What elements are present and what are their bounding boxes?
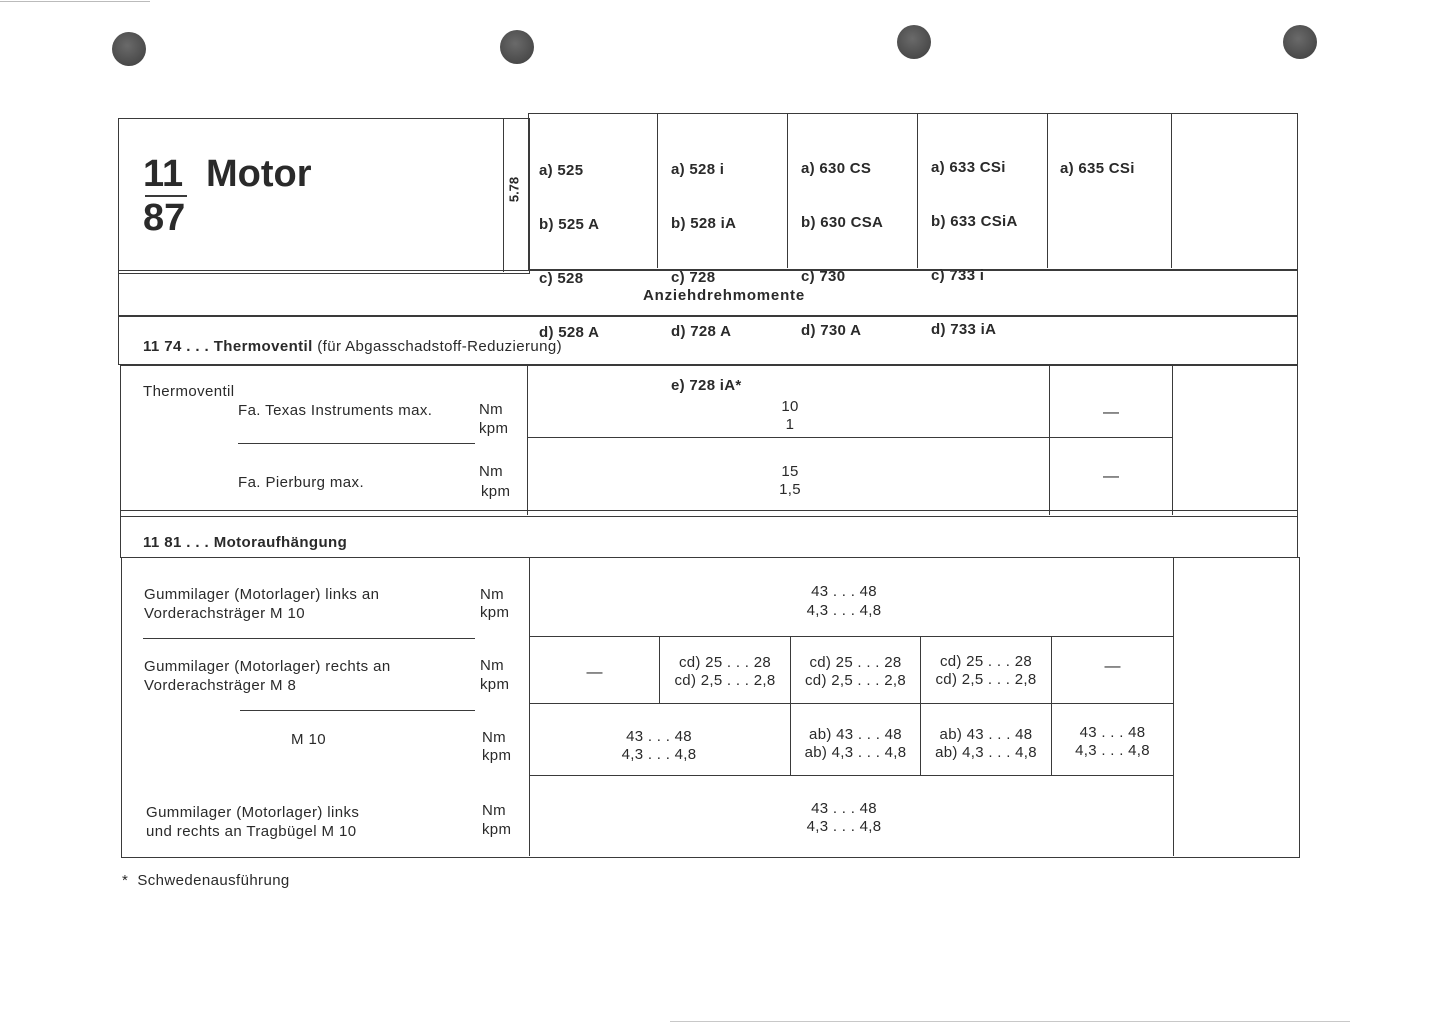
row-label: Fa. Texas Instruments max. (238, 402, 433, 419)
unit-kpm: kpm (482, 747, 512, 764)
binder-hole-2 (500, 30, 534, 64)
row-label: Gummilager (Motorlager) rechts an (144, 658, 391, 675)
row-label: Vorderachsträger M 10 (144, 605, 305, 622)
torque-value-nm: 10 (781, 398, 799, 415)
edition-date: 5.78 (506, 176, 522, 203)
model-code: a) 525 (539, 162, 584, 179)
torque-value-nm: 15 (781, 463, 799, 480)
torque-value-nm: cd) 25 . . . 28 (678, 654, 772, 671)
not-applicable-dash: — (1104, 658, 1121, 675)
unit-kpm: kpm (479, 420, 509, 437)
model-code: d) 528 A (539, 324, 600, 341)
model-code: a) 630 CS (801, 160, 872, 177)
bottom-edge-line (670, 1021, 1350, 1022)
model-code: d) 730 A (801, 322, 862, 339)
torque-value-nm: cd) 25 . . . 28 (809, 654, 902, 671)
torque-value-nm: ab) 43 . . . 48 (809, 726, 902, 743)
group-title: Motor (206, 153, 312, 195)
thermoventil-heading (143, 337, 562, 356)
row-label: und rechts an Tragbügel M 10 (146, 823, 357, 840)
torque-value-kpm: 4,3 . . . 4,8 (806, 818, 882, 835)
section-code: 11 81 . . . (143, 534, 210, 551)
row-label: M 10 (291, 731, 326, 748)
model-code: a) 633 CSi (931, 159, 1006, 176)
section-code: 11 74 . . . (143, 338, 210, 355)
model-code: c) 528 (539, 270, 584, 287)
unit-kpm: kpm (480, 676, 510, 693)
model-code: a) 635 CSi (1060, 160, 1135, 177)
torque-value-kpm: 1,5 (779, 481, 801, 498)
unit-nm: Nm (479, 401, 503, 418)
torque-value-nm: ab) 43 . . . 48 (939, 726, 1033, 743)
torque-value-nm: 43 . . . 48 (1079, 724, 1146, 741)
unit-nm: Nm (482, 729, 506, 746)
row-label: Gummilager (Motorlager) links an (144, 586, 380, 603)
torque-value-nm: 43 . . . 48 (626, 728, 692, 745)
torque-value-nm: cd) 25 . . . 28 (939, 653, 1033, 670)
section-title-text: Motoraufhängung (213, 534, 348, 551)
torque-value-kpm: 4,3 . . . 4,8 (1075, 742, 1150, 759)
section-title: Anziehdrehmomente (643, 287, 805, 304)
model-code: b) 525 A (539, 216, 600, 233)
unit-kpm: kpm (482, 821, 512, 838)
unit-nm: Nm (479, 463, 503, 480)
unit-nm: Nm (480, 586, 504, 603)
binder-hole-4 (1283, 25, 1317, 59)
torque-value-kpm: cd) 2,5 . . . 2,8 (805, 672, 906, 689)
torque-value-kpm: 4,3 . . . 4,8 (806, 602, 882, 619)
model-code: c) 730 (801, 268, 846, 285)
not-applicable-dash: — (1103, 404, 1119, 421)
torque-value-nm: 43 . . . 48 (811, 583, 877, 600)
model-code: b) 630 CSA (801, 214, 884, 231)
torque-value-nm: 43 . . . 48 (811, 800, 877, 817)
torque-value-kpm: 1 (785, 416, 795, 433)
row-label: Vorderachsträger M 8 (144, 677, 297, 694)
torque-value-kpm: ab) 4,3 . . . 4,8 (804, 744, 907, 761)
torque-value-kpm: ab) 4,3 . . . 4,8 (935, 744, 1037, 761)
top-edge-line (0, 1, 150, 2)
model-code: b) 633 CSiA (931, 213, 1018, 230)
binder-hole-1 (112, 32, 146, 66)
footnote: * Schwedenausführung (122, 872, 290, 889)
section-title-text: Thermoventil (213, 338, 313, 355)
row-label: Fa. Pierburg max. (238, 474, 365, 491)
torque-value-kpm: cd) 2,5 . . . 2,8 (935, 671, 1037, 688)
unit-kpm: kpm (481, 483, 511, 500)
part-name: Thermoventil (143, 383, 235, 400)
row-label: Gummilager (Motorlager) links (146, 804, 360, 821)
unit-nm: Nm (482, 802, 506, 819)
torque-value-kpm: cd) 2,5 . . . 2,8 (674, 672, 776, 689)
unit-nm: Nm (480, 657, 504, 674)
model-code: e) 728 iA* (671, 377, 742, 394)
motoraufhaengung-heading (143, 533, 347, 552)
page-number: 87 (143, 197, 186, 239)
not-applicable-dash: — (586, 664, 603, 681)
model-code: d) 733 iA (931, 321, 997, 338)
binder-hole-3 (897, 25, 931, 59)
section-note: (für Abgasschadstoff-Reduzierung) (317, 338, 562, 355)
model-column-5 (1060, 124, 1135, 214)
model-code: c) 728 (671, 269, 716, 286)
torque-value-kpm: 4,3 . . . 4,8 (621, 746, 697, 763)
model-code: c) 733 i (931, 267, 985, 284)
model-code: d) 728 A (671, 323, 732, 340)
group-number: 11 (143, 153, 184, 195)
model-code: a) 528 i (671, 161, 725, 178)
model-code: b) 528 iA (671, 215, 737, 232)
unit-kpm: kpm (480, 604, 510, 621)
not-applicable-dash: — (1103, 468, 1119, 485)
